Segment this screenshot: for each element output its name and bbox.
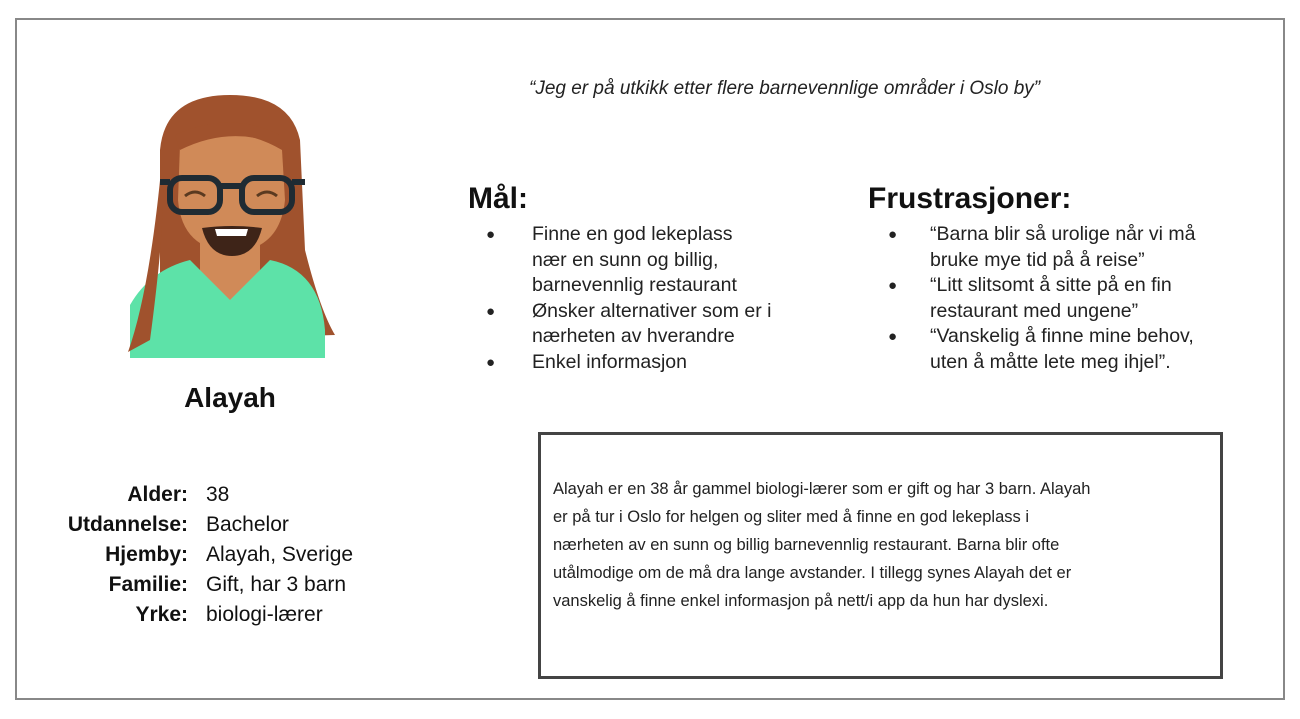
goals-heading: Mål:	[468, 182, 528, 215]
bullet-icon: ●	[888, 277, 898, 294]
list-item-line: “Barna blir så urolige når vi må	[930, 223, 1196, 245]
bullet-icon: ●	[486, 302, 496, 320]
list-item	[486, 350, 772, 376]
fact-hometown	[40, 540, 353, 570]
bullet-icon: ●	[888, 226, 898, 243]
goals-list	[486, 222, 772, 375]
bio-line: Alayah er en 38 år gammel biologi-lærer som er gift og har 3 barn. Alayah	[553, 480, 1091, 498]
frustrations-heading: Frustrasjoner:	[868, 182, 1072, 215]
fact-label: Familie:	[108, 573, 188, 596]
bio-line: utålmodige om de må dra lange avstander. I tillegg synes Alayah det er	[553, 564, 1072, 582]
list-item-line: Ønsker alternativer som er i	[532, 299, 772, 322]
fact-value: 38	[206, 483, 230, 506]
frustrations-list	[888, 222, 1196, 375]
bio-line: nærheten av en sunn og billig barnevennlig restaurant. Barna blir ofte	[553, 536, 1060, 554]
list-item	[888, 273, 1196, 324]
persona-name: Alayah	[184, 382, 276, 413]
list-item	[486, 299, 772, 350]
persona-quote: “Jeg er på utkikk etter flere barnevennlige områder i Oslo by”	[529, 78, 1041, 99]
list-item-line: Finne en god lekeplass	[532, 223, 733, 245]
fact-label: Yrke:	[135, 603, 188, 626]
bullet-icon: ●	[888, 328, 898, 345]
list-item-line: bruke mye tid på å reise”	[930, 248, 1145, 271]
fact-occupation	[40, 600, 353, 630]
fact-label: Alder:	[127, 483, 188, 506]
bio-line: vanskelig å finne enkel informasjon på nett/i app da hun har dyslexi.	[553, 592, 1049, 610]
list-item-line: uten å måtte lete meg ihjel”.	[930, 350, 1171, 373]
list-item-line: nærheten av hverandre	[532, 325, 735, 347]
fact-family	[40, 570, 353, 600]
fact-education	[40, 510, 353, 540]
bullet-icon: ●	[486, 353, 496, 371]
list-item-line: restaurant med ungene”	[930, 299, 1139, 322]
bullet-icon: ●	[486, 226, 496, 243]
list-item-line: nær en sunn og billig,	[532, 248, 719, 271]
fact-value: biologi-lærer	[206, 603, 323, 626]
fact-label: Utdannelse:	[67, 513, 188, 536]
list-item-line: “Vanskelig å finne mine behov,	[930, 325, 1194, 347]
persona-bio	[538, 432, 1223, 679]
fact-label: Hjemby:	[105, 543, 188, 566]
list-item	[486, 222, 772, 299]
list-item	[888, 222, 1196, 273]
list-item-line: barnevennlig restaurant	[532, 274, 737, 296]
list-item-line: “Litt slitsomt å sitte på en fin	[930, 274, 1172, 296]
list-item	[888, 324, 1196, 375]
fact-value: Bachelor	[206, 513, 289, 536]
fact-age	[40, 480, 353, 510]
list-item-line: Enkel informasjon	[532, 350, 687, 373]
fact-value: Gift, har 3 barn	[206, 573, 347, 596]
persona-avatar-illustration	[120, 90, 345, 358]
bio-line: er på tur i Oslo for helgen og sliter med å finne en god lekeplass i	[553, 508, 1030, 526]
persona-facts	[40, 480, 353, 630]
fact-value: Alayah, Sverige	[206, 543, 354, 566]
